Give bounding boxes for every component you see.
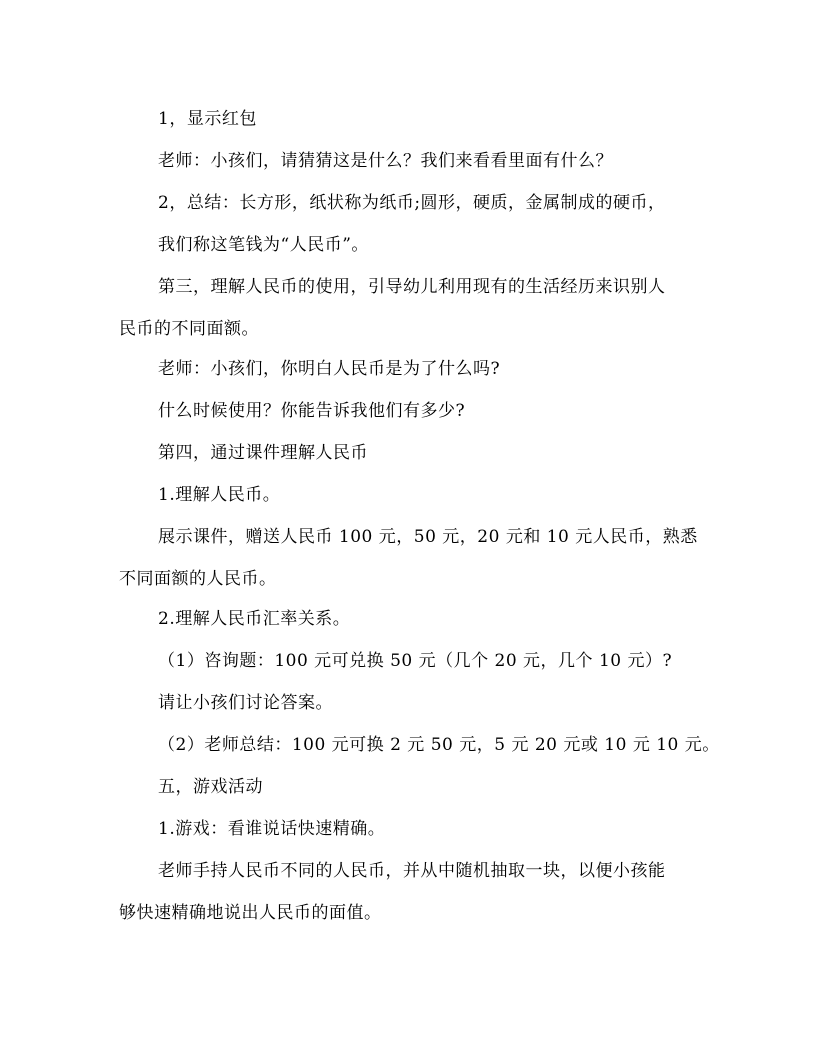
paragraph-line: 民币的不同面额。 bbox=[119, 319, 259, 339]
paragraph-line: 第四，通过课件理解人民币 bbox=[158, 443, 368, 463]
paragraph-line: 请让小孩们讨论答案。 bbox=[158, 693, 333, 713]
paragraph-line: （1）咨询题：100 元可兑换 50 元（几个 20 元，几个 10 元）? bbox=[158, 651, 673, 671]
paragraph-line: 老师：小孩们，请猜猜这是什么？我们来看看里面有什么？ bbox=[158, 151, 613, 171]
paragraph-line: 老师：小孩们，你明白人民币是为了什么吗? bbox=[158, 359, 501, 379]
paragraph-line: 1，显示红包 bbox=[158, 109, 257, 129]
paragraph-line: 1.理解人民币。 bbox=[158, 485, 281, 505]
paragraph-line: 第三，理解人民币的使用，引导幼儿利用现有的生活经历来识别人 bbox=[158, 277, 666, 297]
paragraph-line: 1.游戏：看谁说话快速精确。 bbox=[158, 819, 386, 839]
paragraph-line: 展示课件，赠送人民币 100 元，50 元，20 元和 10 元人民币，熟悉 bbox=[158, 527, 698, 547]
paragraph-line: （2）老师总结：100 元可换 2 元 50 元，5 元 20 元或 10 元 10 元。 bbox=[158, 735, 720, 755]
paragraph-line: 我们称这笔钱为“人民币”。 bbox=[158, 235, 369, 255]
paragraph-line: 五，游戏活动 bbox=[158, 777, 263, 797]
paragraph-line: 老师手持人民币不同的人民币，并从中随机抽取一块，以便小孩能 bbox=[158, 861, 666, 881]
paragraph-line: 什么时候使用？你能告诉我他们有多少? bbox=[158, 401, 466, 421]
paragraph-line: 2.理解人民币汇率关系。 bbox=[158, 609, 351, 629]
paragraph-line: 不同面额的人民币。 bbox=[119, 569, 277, 589]
paragraph-line: 2，总结：长方形，纸状称为纸币;圆形，硬质，金属制成的硬币， bbox=[158, 193, 666, 213]
paragraph-line: 够快速精确地说出人民币的面值。 bbox=[119, 903, 382, 923]
